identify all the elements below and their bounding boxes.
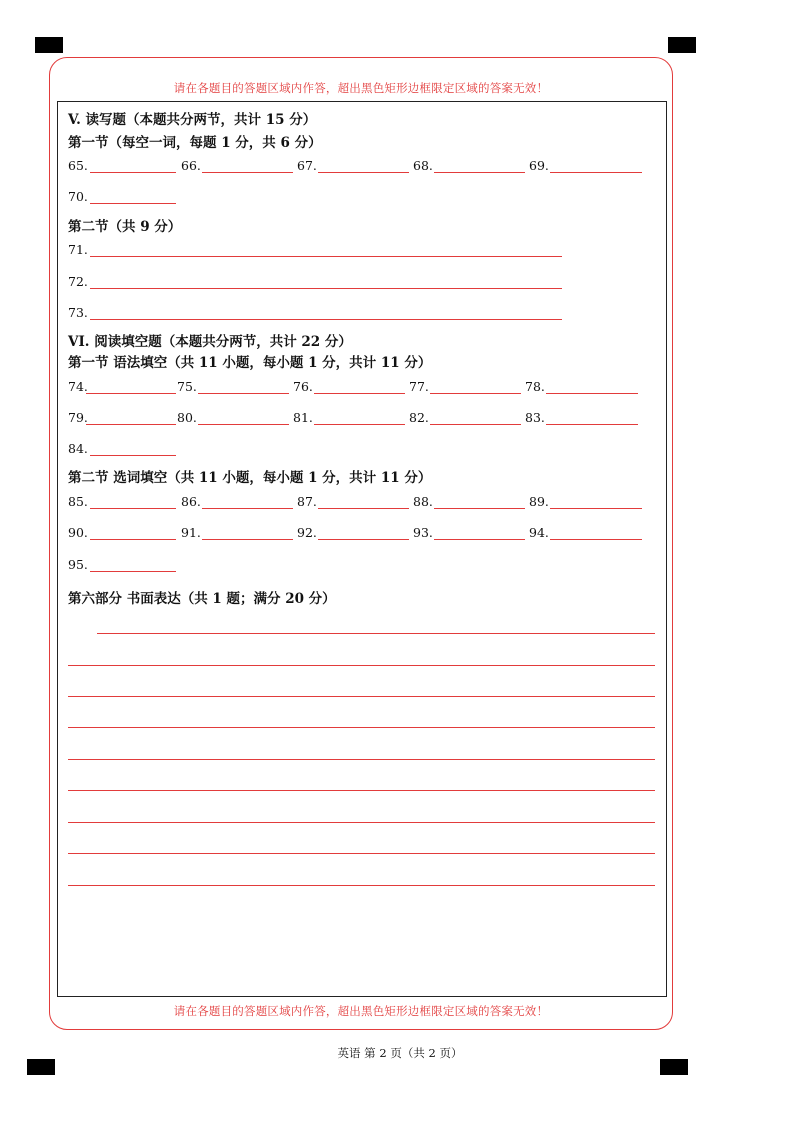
- answer-line-73[interactable]: [90, 319, 562, 320]
- writing-line-1[interactable]: [97, 633, 655, 634]
- answer-blank-87[interactable]: [318, 508, 409, 509]
- bottom-warning-text: 请在各题目的答题区域内作答，超出黑色矩形边框限定区域的答案无效！: [173, 1004, 549, 1018]
- question-92-label: 92.: [297, 525, 317, 540]
- question-95-label: 95.: [68, 557, 88, 572]
- question-93-label: 93.: [413, 525, 433, 540]
- answer-blank-86[interactable]: [202, 508, 293, 509]
- registration-mark-bottom-left: [27, 1059, 55, 1075]
- answer-box: [57, 101, 667, 997]
- answer-blank-80[interactable]: [198, 424, 289, 425]
- section-vi-title: VI. 阅读填空题（本题共分两节，共计 22 分）: [68, 334, 352, 350]
- question-83-label: 83.: [525, 410, 545, 425]
- question-89-label: 89.: [529, 494, 549, 509]
- answer-blank-84[interactable]: [90, 455, 176, 456]
- question-85-label: 85.: [68, 494, 88, 509]
- question-74-label: 74.: [68, 379, 88, 394]
- answer-blank-81[interactable]: [314, 424, 405, 425]
- writing-section-title: 第六部分 书面表达（共 1 题；满分 20 分）: [68, 591, 336, 607]
- question-75-label: 75.: [177, 379, 197, 394]
- answer-blank-89[interactable]: [550, 508, 642, 509]
- registration-mark-top-left: [35, 37, 63, 53]
- question-94-label: 94.: [529, 525, 549, 540]
- question-72-label: 72.: [68, 274, 88, 289]
- question-82-label: 82.: [409, 410, 429, 425]
- registration-mark-bottom-right: [660, 1059, 688, 1075]
- answer-blank-82[interactable]: [430, 424, 521, 425]
- question-86-label: 86.: [181, 494, 201, 509]
- writing-line-4[interactable]: [68, 727, 655, 728]
- answer-blank-91[interactable]: [202, 539, 293, 540]
- answer-blank-74[interactable]: [86, 393, 176, 394]
- page-footer: 英语 第 2 页（共 2 页）: [337, 1046, 463, 1060]
- question-76-label: 76.: [293, 379, 313, 394]
- question-87-label: 87.: [297, 494, 317, 509]
- answer-blank-90[interactable]: [90, 539, 176, 540]
- writing-line-5[interactable]: [68, 759, 655, 760]
- question-84-label: 84.: [68, 441, 88, 456]
- answer-blank-69[interactable]: [550, 172, 642, 173]
- answer-blank-83[interactable]: [546, 424, 638, 425]
- section-v-part2-title: 第二节（共 9 分）: [68, 219, 182, 235]
- question-67-label: 67.: [297, 158, 317, 173]
- answer-blank-66[interactable]: [202, 172, 293, 173]
- writing-line-8[interactable]: [68, 853, 655, 854]
- top-warning-text: 请在各题目的答题区域内作答，超出黑色矩形边框限定区域的答案无效！: [173, 81, 549, 95]
- writing-line-6[interactable]: [68, 790, 655, 791]
- registration-mark-top-right: [668, 37, 696, 53]
- answer-line-72[interactable]: [90, 288, 562, 289]
- answer-blank-70[interactable]: [90, 203, 176, 204]
- question-73-label: 73.: [68, 305, 88, 320]
- answer-blank-79[interactable]: [86, 424, 176, 425]
- question-68-label: 68.: [413, 158, 433, 173]
- section-vi-part1-title: 第一节 语法填空（共 11 小题，每小题 1 分，共计 11 分）: [68, 355, 432, 371]
- answer-blank-77[interactable]: [430, 393, 521, 394]
- question-78-label: 78.: [525, 379, 545, 394]
- question-66-label: 66.: [181, 158, 201, 173]
- question-90-label: 90.: [68, 525, 88, 540]
- question-91-label: 91.: [181, 525, 201, 540]
- answer-blank-75[interactable]: [198, 393, 289, 394]
- question-70-label: 70.: [68, 189, 88, 204]
- question-77-label: 77.: [409, 379, 429, 394]
- question-71-label: 71.: [68, 242, 88, 257]
- answer-blank-93[interactable]: [434, 539, 525, 540]
- writing-line-9[interactable]: [68, 885, 655, 886]
- answer-blank-68[interactable]: [434, 172, 525, 173]
- answer-blank-94[interactable]: [550, 539, 642, 540]
- question-88-label: 88.: [413, 494, 433, 509]
- question-79-label: 79.: [68, 410, 88, 425]
- answer-line-71[interactable]: [90, 256, 562, 257]
- answer-blank-67[interactable]: [318, 172, 409, 173]
- question-69-label: 69.: [529, 158, 549, 173]
- question-80-label: 80.: [177, 410, 197, 425]
- question-65-label: 65.: [68, 158, 88, 173]
- writing-line-2[interactable]: [68, 665, 655, 666]
- answer-blank-65[interactable]: [90, 172, 176, 173]
- section-v-part1-title: 第一节（每空一词，每题 1 分，共 6 分）: [68, 135, 322, 151]
- writing-line-7[interactable]: [68, 822, 655, 823]
- answer-blank-78[interactable]: [546, 393, 638, 394]
- answer-blank-76[interactable]: [314, 393, 405, 394]
- answer-blank-92[interactable]: [318, 539, 409, 540]
- question-81-label: 81.: [293, 410, 313, 425]
- answer-blank-95[interactable]: [90, 571, 176, 572]
- answer-blank-88[interactable]: [434, 508, 525, 509]
- section-v-title: V. 读写题（本题共分两节，共计 15 分）: [68, 112, 317, 128]
- answer-blank-85[interactable]: [90, 508, 176, 509]
- section-vi-part2-title: 第二节 选词填空（共 11 小题，每小题 1 分，共计 11 分）: [68, 470, 432, 486]
- writing-line-3[interactable]: [68, 696, 655, 697]
